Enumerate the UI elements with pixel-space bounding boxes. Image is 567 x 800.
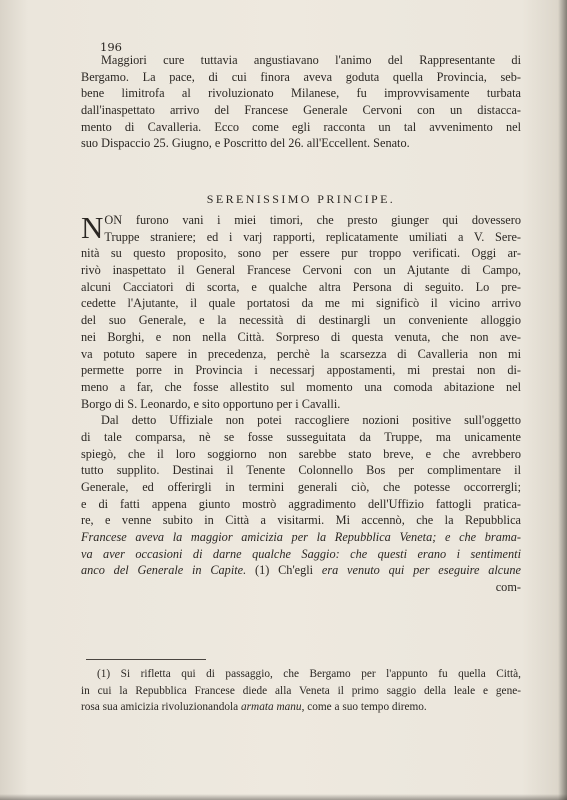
italic-text-line: Francese aveva la maggior amicizia per la Repubblica Veneta; e che brama- — [81, 530, 521, 545]
text-line: alcuni Cacciatori di scorta, e qualche altra Persona di seguito. Lo pre- — [81, 279, 521, 294]
footnote-rule — [86, 659, 206, 660]
text-line: Truppe straniere; ed i varj rapporti, replicatamente umiliati a V. Sere- — [104, 229, 521, 244]
italic-phrase: era venuto qui per eseguire alcune — [321, 563, 521, 578]
page-number: 196 — [100, 40, 122, 54]
footnote — [81, 666, 521, 716]
footnote-line — [81, 699, 521, 716]
italic-text-line: va aver occasioni di darne qualche Saggio: che questi erano i sentimenti — [81, 546, 521, 561]
text-line: ON furono vani i miei timori, che presto giunger qui dovessero — [104, 213, 521, 227]
footnote-line: (1) Si rifletta qui di passaggio, che Bergamo per l'appunto fu quella Città, — [97, 668, 521, 680]
text-line: suo Dispaccio 25. Giugno, e Poscritto del 26. all'Eccellent. Senato. — [81, 136, 410, 151]
italic-phrase: armata manu — [241, 701, 302, 713]
page-edge-shadow-bottom — [0, 794, 567, 800]
text-line: bene limitrofa al rivoluzionato Milanese, fu improvvisamente turbata — [81, 86, 521, 101]
italic-phrase: anco del Generale in Capite. — [81, 563, 247, 578]
letter-body — [81, 212, 521, 596]
drop-cap: N — [81, 210, 104, 245]
text-line: nità su questo proposito, sono per essere pur troppo verificati. Oggi ar- — [81, 246, 521, 261]
text-line: cedette l'Ajutante, il quale portatosi da me mi significò il vicino arrivo — [81, 296, 521, 311]
catchword: com- — [495, 580, 521, 595]
footnote-text: rosa sua amicizia rivoluzionandola — [81, 701, 239, 713]
text-line: Dal detto Uffiziale non potei raccogliere nozioni positive sull'oggetto — [101, 413, 521, 428]
text-line: e di fatti appena giunto mostrò aggradimento dell'Uffizio fattogli pratica- — [81, 496, 521, 511]
text-line: Borgo di S. Leonardo, e sito opportuno per i Cavalli. — [81, 396, 341, 411]
letter-salutation-heading: SERENISSIMO PRINCIPE. — [206, 192, 396, 206]
text-line: mento di Cavalleria. Ecco come egli racconta un tal avvenimento nel — [81, 119, 521, 134]
footnote-text: , come a suo tempo diremo. — [301, 701, 427, 713]
text-line: di tale comparsa, nè se fosse susseguitata da Truppe, ma unicamente — [81, 429, 521, 444]
text-line: permette porre in Provincia i necessarj appostamenti, mi prestai non di- — [81, 363, 521, 378]
footnote-line: in cui la Repubblica Francese diede alla Veneta il primo saggio della leale e gene- — [81, 684, 521, 697]
footnote-reference: (1) Ch'egli — [254, 563, 314, 578]
text-line: nei Borghi, e non nella Città. Sorpreso di questa venuta, che non ave- — [81, 329, 521, 344]
text-line: rivò inaspettato il General Francese Cervoni con un Ajutante di Campo, — [81, 263, 521, 278]
text-line: Maggiori cure tuttavia angustiavano l'animo del Rappresentante di — [101, 53, 521, 67]
text-line: Bergamo. La pace, di cui finora aveva goduta quella Provincia, seb- — [81, 69, 521, 84]
text-line: spiegò, che il loro soggiorno non sarebbe stato breve, e che avrebbero — [81, 446, 521, 461]
mixed-text-line — [81, 562, 521, 579]
text-line: dall'inaspettato arrivo del Francese Generale Cervoni con un distacca- — [81, 103, 521, 118]
text-line: meno a far, che fosse allestito sul momento una comoda abitazione nel — [81, 379, 521, 394]
text-line: tutto supplito. Destinai il Tenente Colonnello Bos per complimentare il — [81, 463, 521, 478]
text-line: re, e venne subito in Città a visitarmi. Mi accennò, che la Repubblica — [81, 513, 521, 528]
page-edge-shadow-right — [558, 0, 567, 800]
text-line: Generale, ed offerirgli in termini generali ciò, che potesse occorrergli; — [81, 480, 521, 494]
text-line: del suo Generale, e la necessità di destinargli un conveniente alloggio — [81, 313, 521, 328]
text-line: va potuto sapere in precedenza, perchè la scarsezza di Cavalleria non mi — [81, 346, 521, 361]
intro-paragraph — [81, 52, 521, 152]
